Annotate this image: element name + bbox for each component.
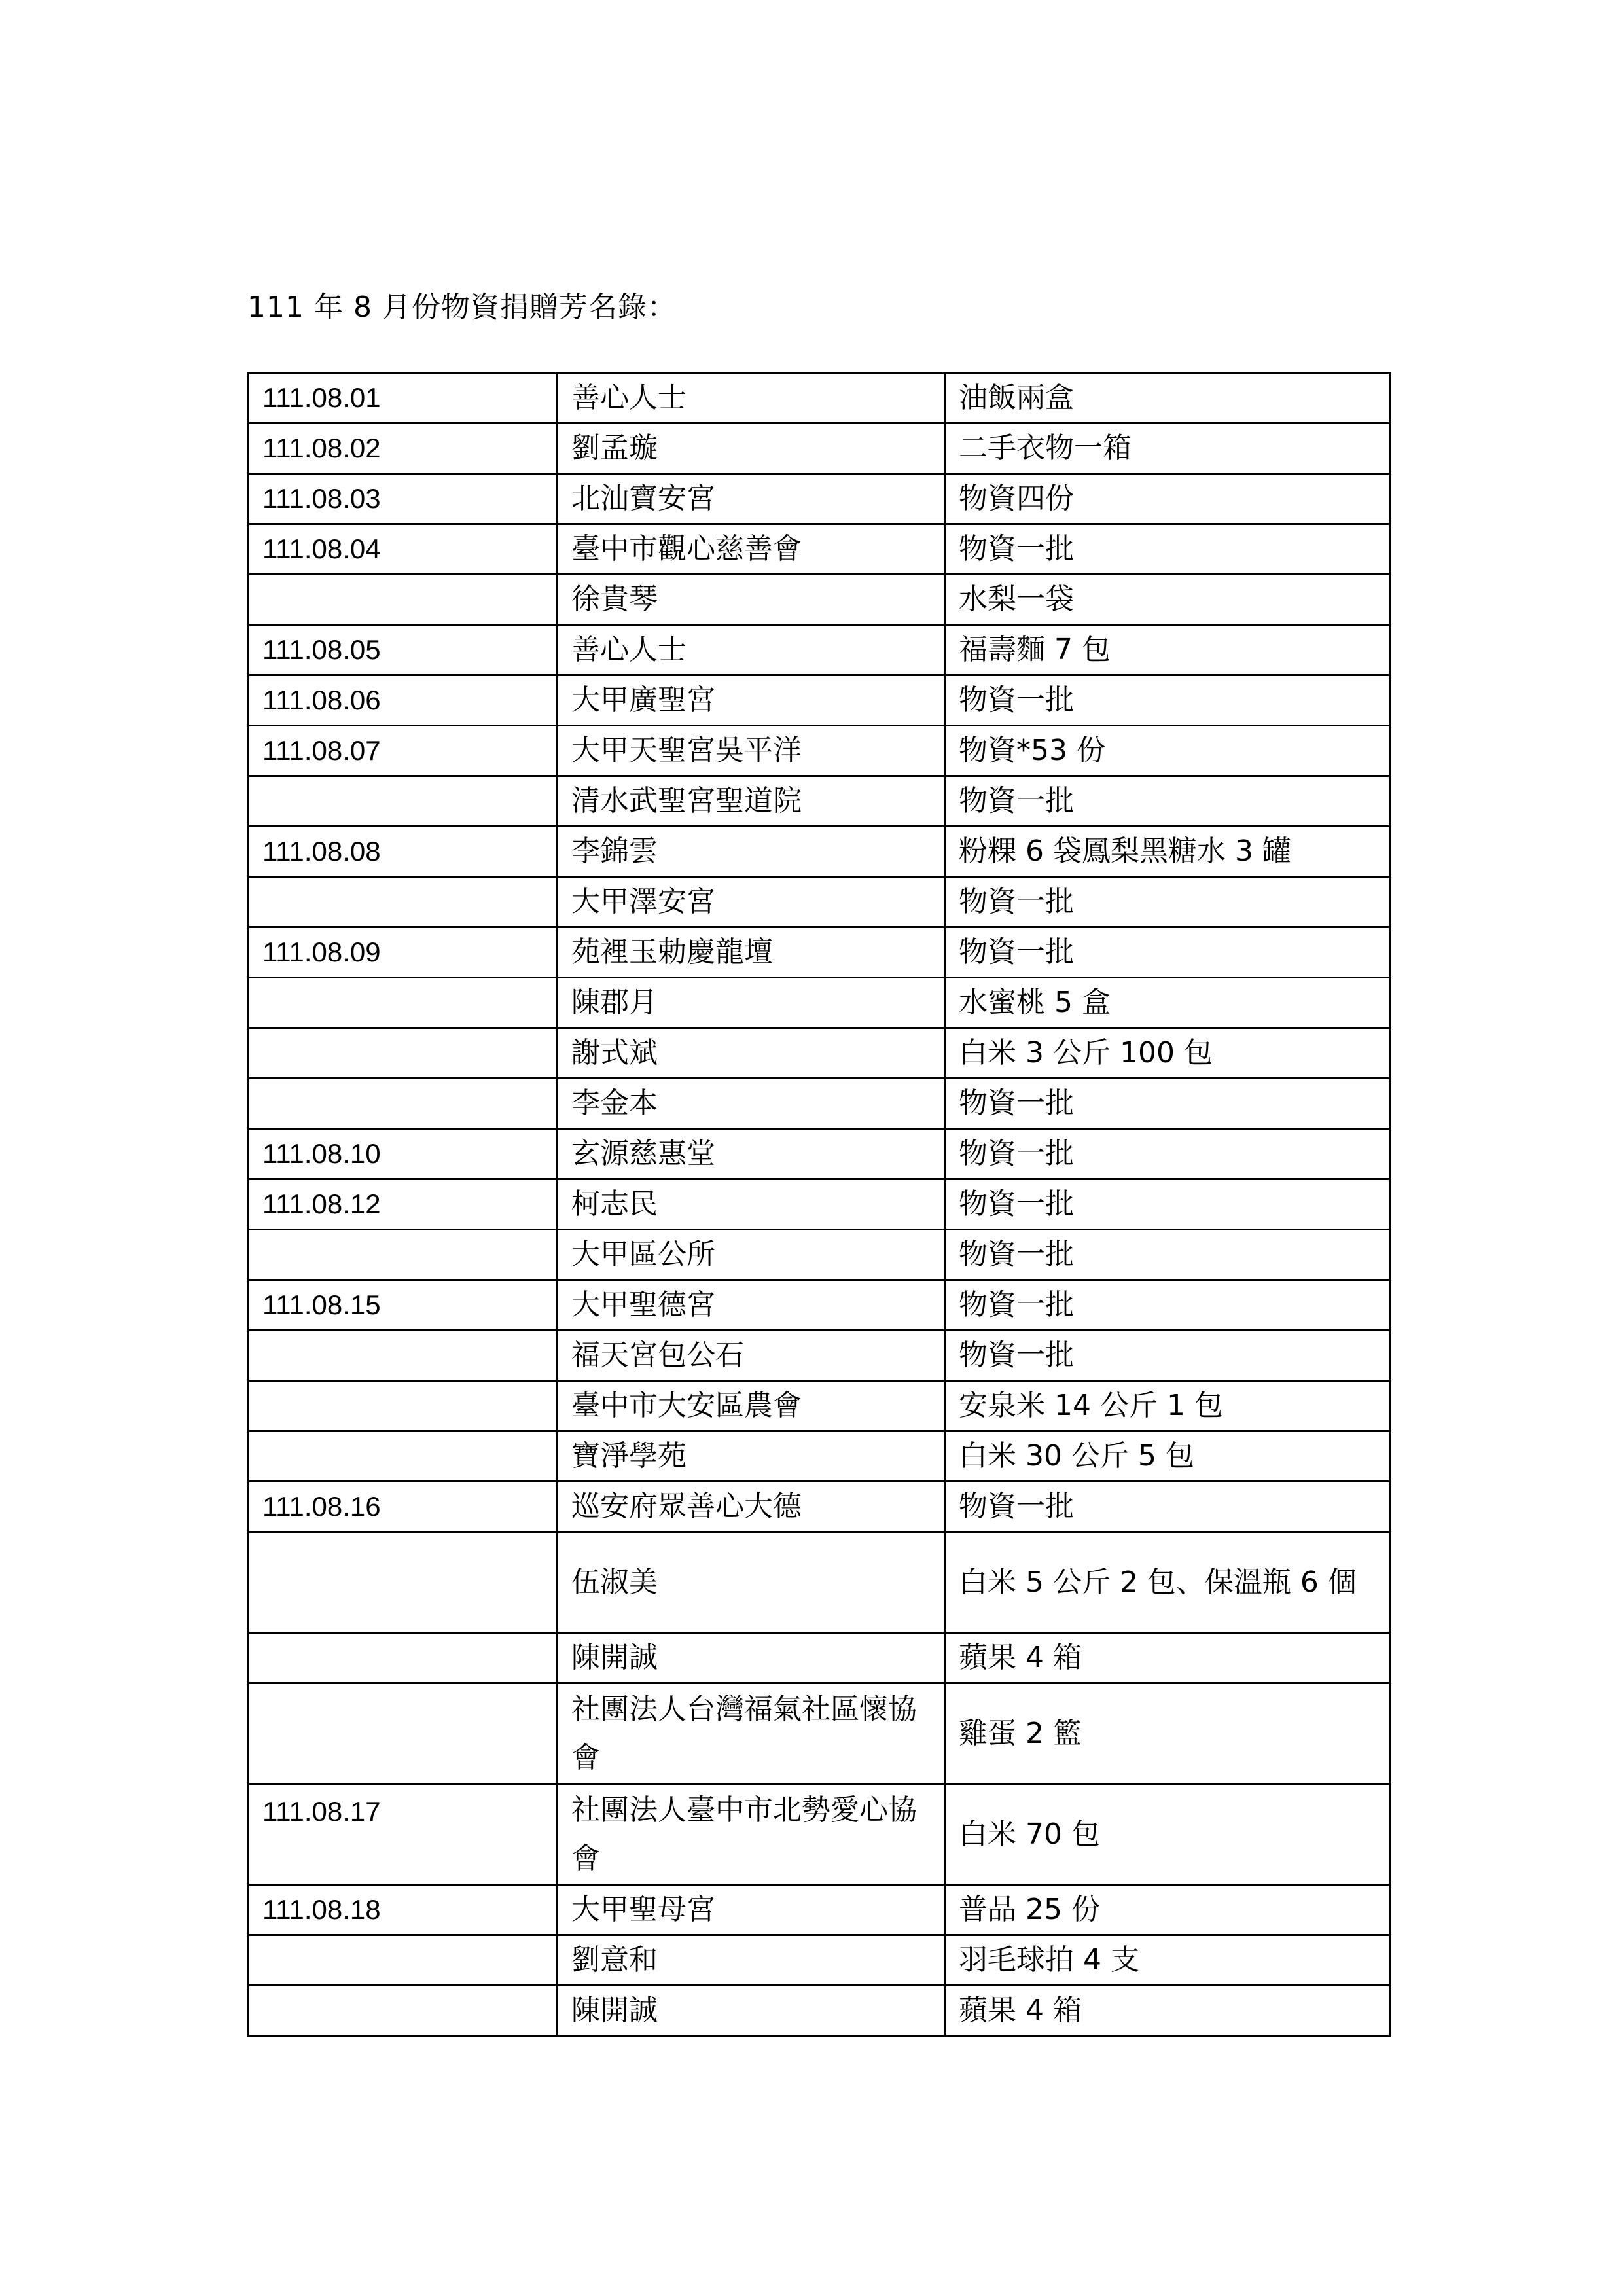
donor-cell: 大甲廣聖宮	[558, 675, 945, 726]
item-cell: 物資一批	[945, 675, 1390, 726]
item-cell: 二手衣物一箱	[945, 423, 1390, 474]
item-cell: 物資一批	[945, 776, 1390, 827]
item-cell: 物資一批	[945, 1482, 1390, 1532]
table-row	[249, 827, 1390, 877]
donor-cell: 大甲天聖宮吳平洋	[558, 726, 945, 776]
item-cell: 物資一批	[945, 927, 1390, 978]
item-cell: 粉粿 6 袋鳳梨黑糖水 3 罐	[945, 827, 1390, 877]
item-cell: 物資一批	[945, 1179, 1390, 1230]
table-row	[249, 373, 1390, 423]
date-cell: 111.08.12	[249, 1179, 558, 1230]
item-cell: 白米 70 包	[945, 1784, 1390, 1885]
item-cell: 水蜜桃 5 盒	[945, 978, 1390, 1028]
donor-cell: 善心人士	[558, 373, 945, 423]
donor-cell: 陳郡月	[558, 978, 945, 1028]
donor-cell: 巡安府眾善心大德	[558, 1482, 945, 1532]
donor-cell: 陳開誠	[558, 1633, 945, 1683]
table-row	[249, 474, 1390, 524]
donor-cell: 大甲聖母宮	[558, 1885, 945, 1935]
date-cell	[249, 1079, 558, 1129]
table-row	[249, 1431, 1390, 1482]
donor-cell: 劉孟璇	[558, 423, 945, 474]
table-row	[249, 1986, 1390, 2036]
table-row	[249, 978, 1390, 1028]
donor-cell: 李錦雲	[558, 827, 945, 877]
table-row	[249, 1129, 1390, 1179]
donor-cell: 柯志民	[558, 1179, 945, 1230]
donor-cell: 福天宮包公石	[558, 1331, 945, 1381]
item-cell: 物資一批	[945, 1230, 1390, 1280]
donor-cell: 臺中市大安區農會	[558, 1381, 945, 1431]
table-row	[249, 927, 1390, 978]
date-cell: 111.08.02	[249, 423, 558, 474]
item-cell: 物資一批	[945, 524, 1390, 575]
donor-cell: 陳開誠	[558, 1986, 945, 2036]
date-cell: 111.08.16	[249, 1482, 558, 1532]
donor-cell: 社團法人台灣福氣社區懷協會	[558, 1683, 945, 1784]
item-cell: 雞蛋 2 籃	[945, 1683, 1390, 1784]
table-row	[249, 726, 1390, 776]
item-cell: 白米 3 公斤 100 包	[945, 1028, 1390, 1079]
date-cell	[249, 1028, 558, 1079]
date-cell	[249, 1532, 558, 1633]
page-title: 111 年 8 月份物資捐贈芳名錄：	[247, 291, 677, 324]
donor-cell: 寶淨學苑	[558, 1431, 945, 1482]
donor-cell: 善心人士	[558, 625, 945, 675]
table-row	[249, 625, 1390, 675]
item-cell: 物資一批	[945, 1280, 1390, 1331]
donor-cell: 劉意和	[558, 1935, 945, 1986]
table-row	[249, 1784, 1390, 1885]
table-row	[249, 675, 1390, 726]
date-cell: 111.08.05	[249, 625, 558, 675]
item-cell: 白米 30 公斤 5 包	[945, 1431, 1390, 1482]
date-cell: 111.08.10	[249, 1129, 558, 1179]
date-cell	[249, 1986, 558, 2036]
date-cell: 111.08.08	[249, 827, 558, 877]
date-cell: 111.08.01	[249, 373, 558, 423]
date-cell: 111.08.18	[249, 1885, 558, 1935]
table-row	[249, 1331, 1390, 1381]
item-cell: 普品 25 份	[945, 1885, 1390, 1935]
table-row	[249, 1381, 1390, 1431]
date-cell	[249, 978, 558, 1028]
table-row	[249, 575, 1390, 625]
table-row	[249, 1079, 1390, 1129]
item-cell: 水梨一袋	[945, 575, 1390, 625]
item-cell: 白米 5 公斤 2 包、保溫瓶 6 個	[945, 1532, 1390, 1633]
date-cell	[249, 1633, 558, 1683]
date-cell: 111.08.09	[249, 927, 558, 978]
item-cell: 物資一批	[945, 1079, 1390, 1129]
donor-cell: 苑裡玉勅慶龍壇	[558, 927, 945, 978]
date-cell: 111.08.15	[249, 1280, 558, 1331]
table-row	[249, 1885, 1390, 1935]
table-row	[249, 1482, 1390, 1532]
date-cell: 111.08.03	[249, 474, 558, 524]
donor-cell: 大甲澤安宮	[558, 877, 945, 927]
donation-table	[247, 372, 1391, 2037]
donor-cell: 社團法人臺中市北勢愛心協會	[558, 1784, 945, 1885]
date-cell	[249, 1331, 558, 1381]
date-cell: 111.08.17	[249, 1784, 558, 1885]
item-cell: 物資一批	[945, 1331, 1390, 1381]
table-row	[249, 1935, 1390, 1986]
table-row	[249, 1633, 1390, 1683]
table-row	[249, 1230, 1390, 1280]
table-row	[249, 524, 1390, 575]
donor-cell: 大甲區公所	[558, 1230, 945, 1280]
date-cell	[249, 575, 558, 625]
item-cell: 物資*53 份	[945, 726, 1390, 776]
date-cell	[249, 776, 558, 827]
item-cell: 物資四份	[945, 474, 1390, 524]
item-cell: 羽毛球拍 4 支	[945, 1935, 1390, 1986]
date-cell: 111.08.04	[249, 524, 558, 575]
donor-cell: 北汕寶安宮	[558, 474, 945, 524]
item-cell: 物資一批	[945, 1129, 1390, 1179]
donor-cell: 謝式斌	[558, 1028, 945, 1079]
item-cell: 蘋果 4 箱	[945, 1633, 1390, 1683]
date-cell	[249, 1230, 558, 1280]
donor-cell: 李金本	[558, 1079, 945, 1129]
table-row	[249, 1179, 1390, 1230]
table-row	[249, 776, 1390, 827]
table-row	[249, 423, 1390, 474]
donor-cell: 臺中市觀心慈善會	[558, 524, 945, 575]
item-cell: 油飯兩盒	[945, 373, 1390, 423]
table-row	[249, 1532, 1390, 1633]
donation-table-body	[249, 373, 1390, 2036]
item-cell: 物資一批	[945, 877, 1390, 927]
date-cell	[249, 1935, 558, 1986]
item-cell: 安泉米 14 公斤 1 包	[945, 1381, 1390, 1431]
table-row	[249, 1028, 1390, 1079]
item-cell: 福壽麵 7 包	[945, 625, 1390, 675]
donor-cell: 伍淑美	[558, 1532, 945, 1633]
date-cell: 111.08.07	[249, 726, 558, 776]
date-cell	[249, 877, 558, 927]
date-cell	[249, 1683, 558, 1784]
date-cell	[249, 1431, 558, 1482]
table-row	[249, 1683, 1390, 1784]
item-cell: 蘋果 4 箱	[945, 1986, 1390, 2036]
donor-cell: 大甲聖德宮	[558, 1280, 945, 1331]
date-cell: 111.08.06	[249, 675, 558, 726]
table-row	[249, 877, 1390, 927]
date-cell	[249, 1381, 558, 1431]
donor-cell: 徐貴琴	[558, 575, 945, 625]
donor-cell: 清水武聖宮聖道院	[558, 776, 945, 827]
table-row	[249, 1280, 1390, 1331]
donor-cell: 玄源慈惠堂	[558, 1129, 945, 1179]
